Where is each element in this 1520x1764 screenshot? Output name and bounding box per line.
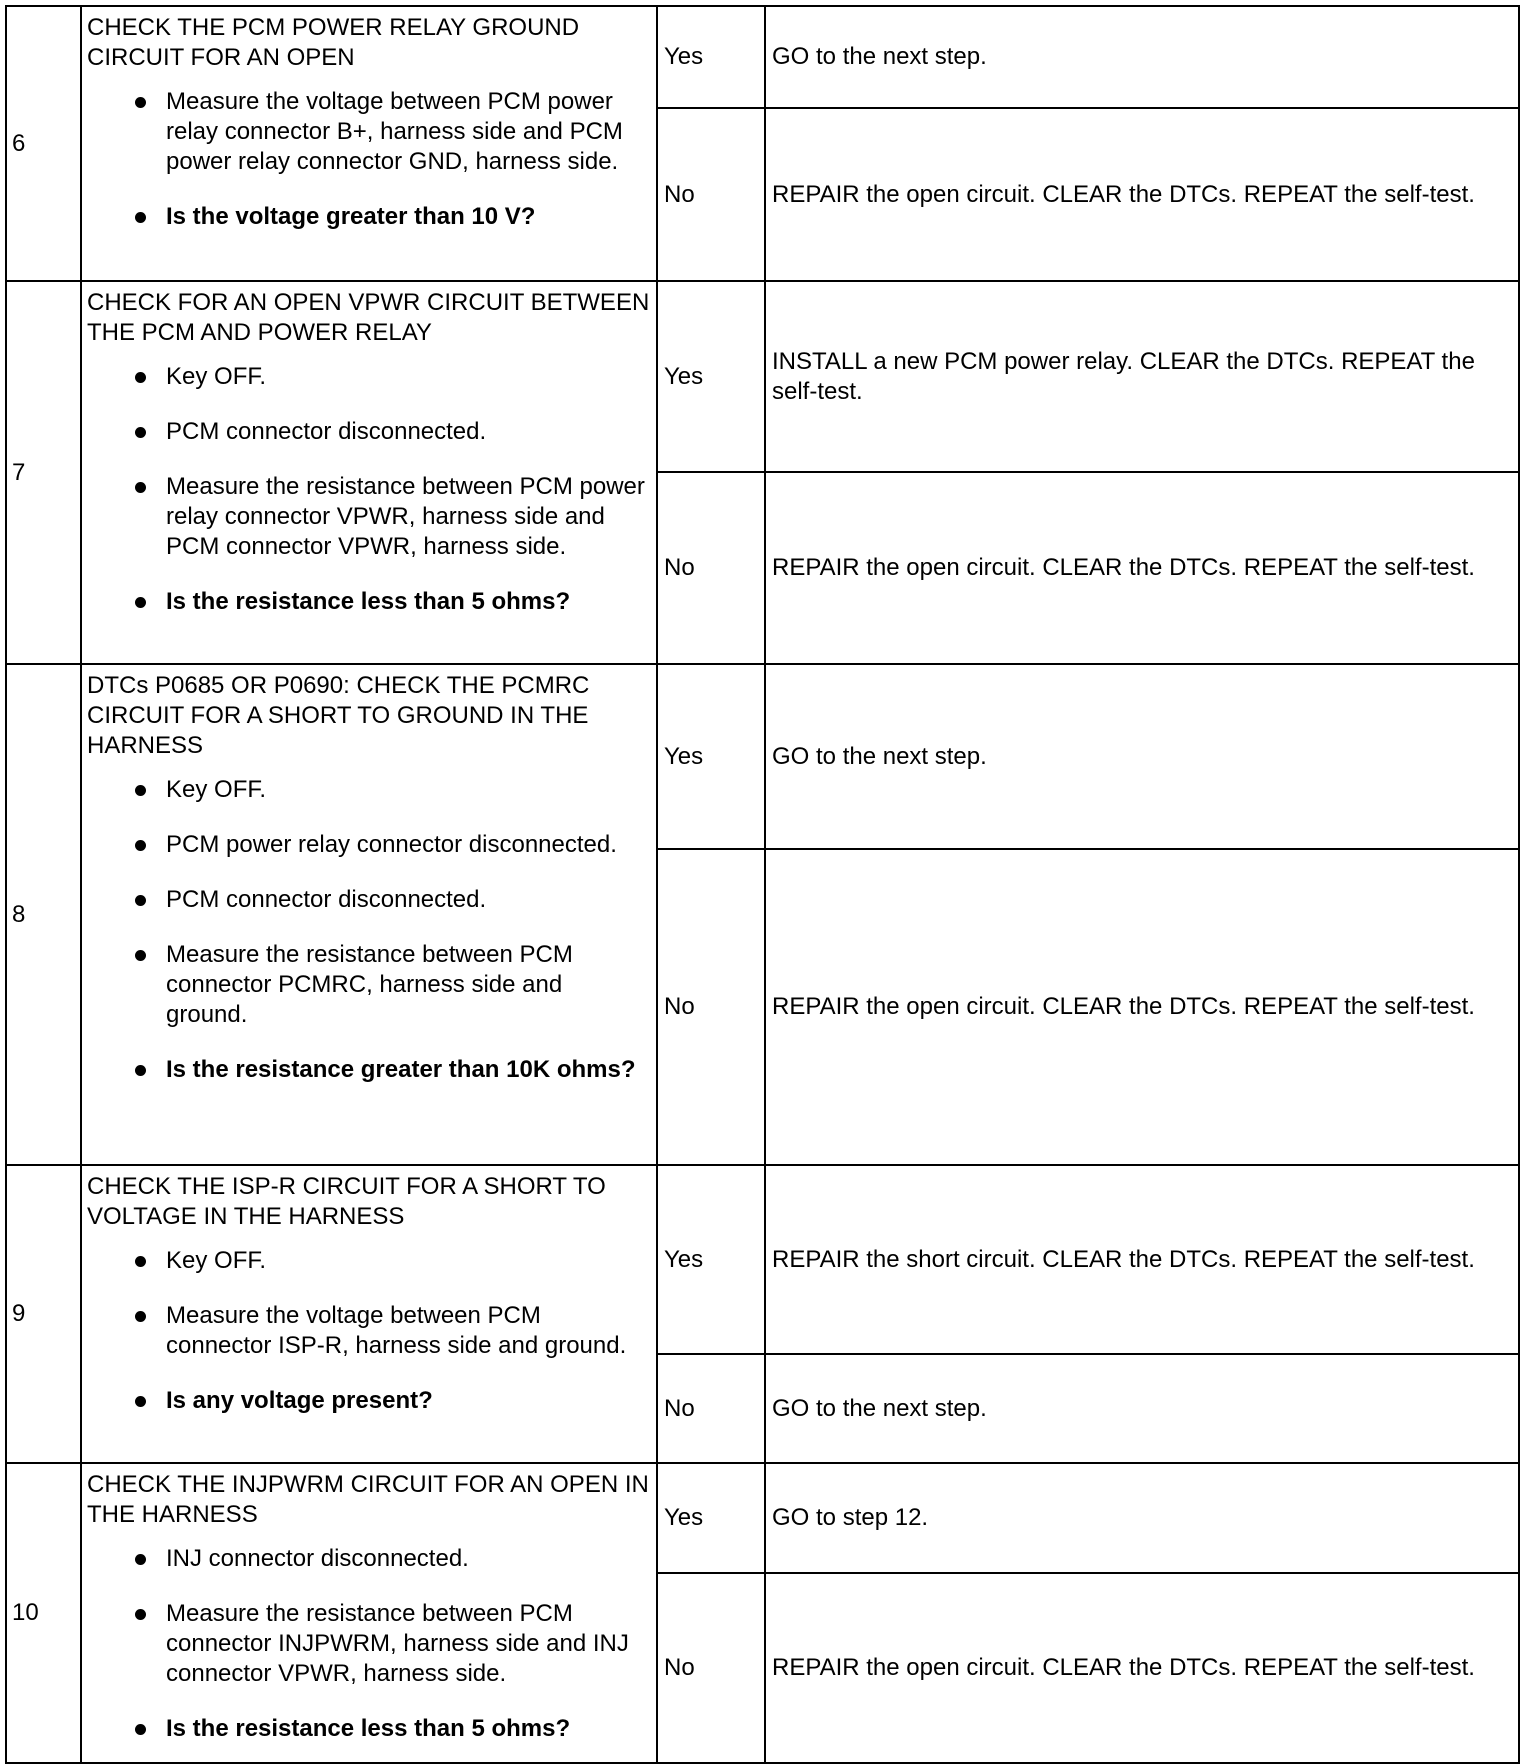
- step-item: INJ connector disconnected.: [130, 1544, 650, 1574]
- yes-action: GO to the next step.: [765, 664, 1519, 849]
- yes-action: INSTALL a new PCM power relay. CLEAR the DTCs. REPEAT the self-test.: [765, 281, 1519, 472]
- step-item: Measure the resistance between PCM power relay connector VPWR, harness side and PCM connector VPWR, harness side.: [130, 472, 650, 562]
- step-item: Measure the resistance between PCM connector PCMRC, harness side and ground.: [130, 940, 650, 1030]
- diagnostic-document: [5, 5, 1518, 1757]
- step-check-cell: [81, 6, 657, 281]
- step-item-list: [87, 87, 650, 232]
- step-row-yes: [6, 6, 1519, 108]
- no-action: REPAIR the open circuit. CLEAR the DTCs. REPEAT the self-test.: [765, 472, 1519, 664]
- no-label: No: [657, 1354, 765, 1463]
- step-row-yes: [6, 281, 1519, 472]
- no-label: No: [657, 849, 765, 1165]
- step-number: 9: [6, 1165, 81, 1463]
- step-check-cell: [81, 281, 657, 664]
- step-question: Is the voltage greater than 10 V?: [130, 202, 650, 232]
- step-number: 10: [6, 1463, 81, 1763]
- step-question: Is the resistance greater than 10K ohms?: [130, 1055, 650, 1085]
- no-action: REPAIR the open circuit. CLEAR the DTCs. REPEAT the self-test.: [765, 1573, 1519, 1763]
- no-label: No: [657, 472, 765, 664]
- step-question: Is the resistance less than 5 ohms?: [130, 587, 650, 617]
- step-title: CHECK THE PCM POWER RELAY GROUND CIRCUIT FOR AN OPEN: [87, 14, 580, 71]
- step-row-yes: [6, 664, 1519, 849]
- step-item: Key OFF.: [130, 775, 650, 805]
- step-row-yes: [6, 1165, 1519, 1354]
- yes-label: Yes: [657, 664, 765, 849]
- step-title: DTCs P0685 OR P0690: CHECK THE PCMRC CIRCUIT FOR A SHORT TO GROUND IN THE HARNESS: [87, 672, 590, 759]
- step-number: 8: [6, 664, 81, 1165]
- yes-label: Yes: [657, 1165, 765, 1354]
- step-item-list: [87, 1544, 650, 1744]
- step-item: Measure the resistance between PCM connector INJPWRM, harness side and INJ connector VPWR, harness side.: [130, 1599, 650, 1689]
- step-item-list: [87, 362, 650, 617]
- step-check-cell: [81, 1463, 657, 1763]
- no-label: No: [657, 1573, 765, 1763]
- no-action: REPAIR the open circuit. CLEAR the DTCs. REPEAT the self-test.: [765, 849, 1519, 1165]
- yes-action: REPAIR the short circuit. CLEAR the DTCs. REPEAT the self-test.: [765, 1165, 1519, 1354]
- step-item: PCM power relay connector disconnected.: [130, 830, 650, 860]
- step-item-list: [87, 775, 650, 1085]
- step-number: 6: [6, 6, 81, 281]
- step-item: Key OFF.: [130, 1246, 650, 1276]
- yes-label: Yes: [657, 6, 765, 108]
- step-item-list: [87, 1246, 650, 1416]
- yes-label: Yes: [657, 1463, 765, 1573]
- step-question: Is any voltage present?: [130, 1386, 650, 1416]
- step-check-cell: [81, 1165, 657, 1463]
- step-item: PCM connector disconnected.: [130, 417, 650, 447]
- diagnostic-table: [5, 5, 1520, 1764]
- step-title: CHECK THE ISP-R CIRCUIT FOR A SHORT TO VOLTAGE IN THE HARNESS: [87, 1173, 606, 1230]
- yes-action: GO to the next step.: [765, 6, 1519, 108]
- step-item: Measure the voltage between PCM connector ISP-R, harness side and ground.: [130, 1301, 650, 1361]
- step-row-yes: [6, 1463, 1519, 1573]
- no-action: GO to the next step.: [765, 1354, 1519, 1463]
- step-item: PCM connector disconnected.: [130, 885, 650, 915]
- yes-label: Yes: [657, 281, 765, 472]
- step-question: Is the resistance less than 5 ohms?: [130, 1714, 650, 1744]
- no-action: REPAIR the open circuit. CLEAR the DTCs. REPEAT the self-test.: [765, 108, 1519, 281]
- step-item: Measure the voltage between PCM power relay connector B+, harness side and PCM power relay connector GND, harness side.: [130, 87, 650, 177]
- no-label: No: [657, 108, 765, 281]
- step-title: CHECK FOR AN OPEN VPWR CIRCUIT BETWEEN THE PCM AND POWER RELAY: [87, 289, 650, 346]
- step-title: CHECK THE INJPWRM CIRCUIT FOR AN OPEN IN THE HARNESS: [87, 1471, 649, 1528]
- yes-action: GO to step 12.: [765, 1463, 1519, 1573]
- step-number: 7: [6, 281, 81, 664]
- step-item: Key OFF.: [130, 362, 650, 392]
- step-check-cell: [81, 664, 657, 1165]
